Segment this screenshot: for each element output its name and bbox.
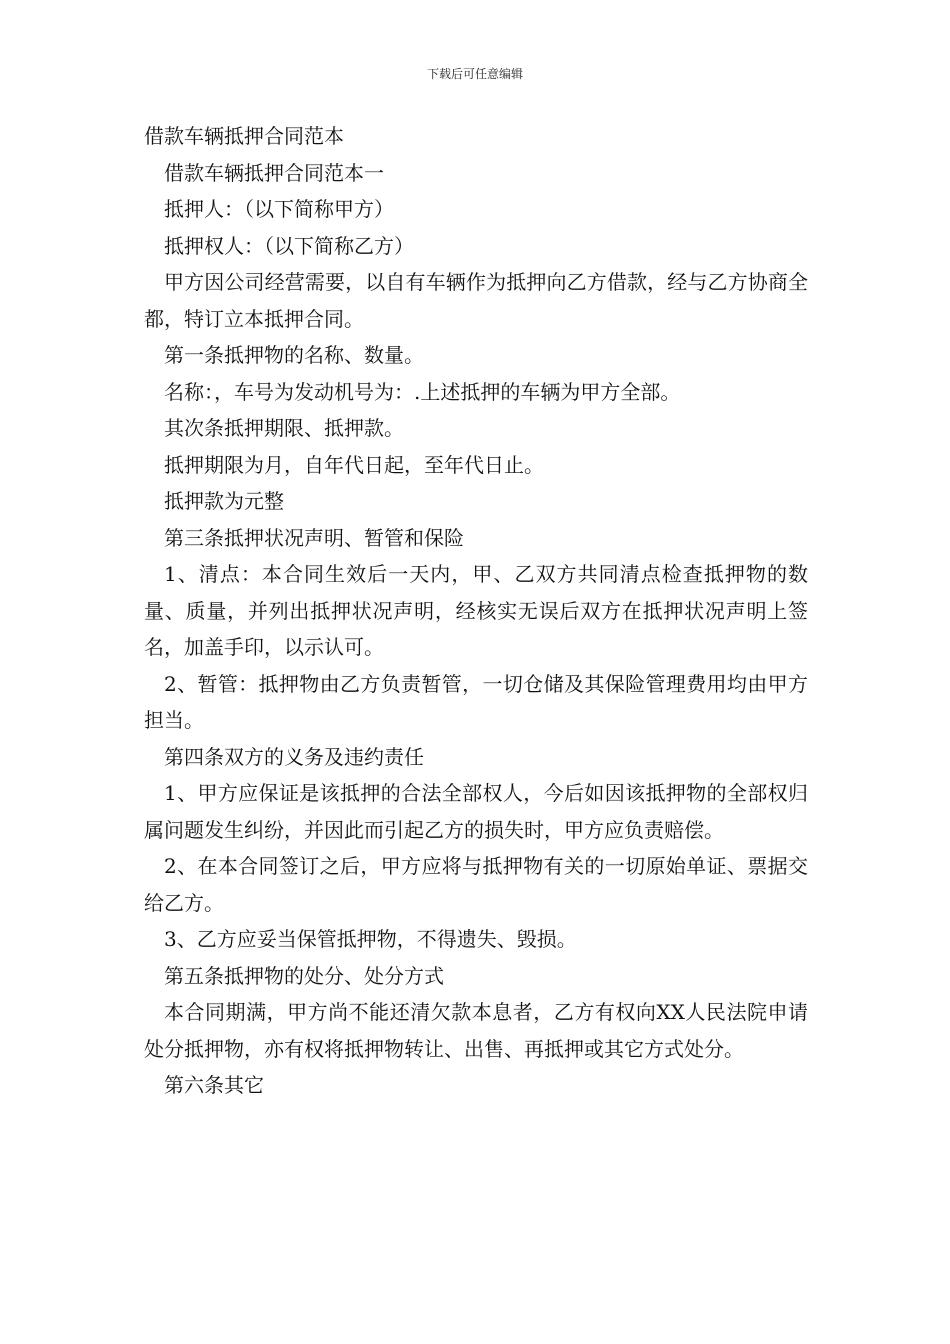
article-1-heading: 第一条抵押物的名称、数量。	[164, 343, 424, 367]
article-4-item-3: 3、乙方应妥当保管抵押物，不得遗失、毁损。	[164, 927, 577, 951]
article-3-item-1: 1、清点：本合同生效后一天内，甲、乙双方共同清点检查抵押物的数量、质量，并列出抵押状况声明，经核实无误后双方在抵押状况声明上签名，加盖手印，以示认可。	[144, 562, 808, 659]
article-6-heading: 第六条其它	[164, 1073, 264, 1097]
document-body	[144, 118, 808, 1104]
article-5-heading: 第五条抵押物的处分、处分方式	[164, 963, 444, 988]
article-4-item-1: 1、甲方应保证是该抵押的合法全部权人，今后如因该抵押物的全部权归属问题发生纠纷，并因此而引起乙方的损失时，甲方应负责赔偿。	[144, 781, 808, 842]
paragraph-mortgagee: 抵押权人：（以下简称乙方）	[164, 233, 414, 258]
article-2-heading: 其次条抵押期限、抵押款。	[164, 416, 404, 440]
article-2-amount: 抵押款为元整	[164, 489, 284, 513]
article-4-item-2: 2、在本合同签订之后，甲方应将与抵押物有关的一切原始单证、票据交给乙方。	[144, 854, 808, 915]
document-title: 借款车辆抵押合同范本	[144, 124, 344, 148]
article-3-item-2: 2、暂管：抵押物由乙方负责暂管，一切仓储及其保险管理费用均由甲方担当。	[144, 671, 808, 732]
paragraph-mortgagor: 抵押人：（以下简称甲方）	[164, 197, 394, 221]
article-5-body: 本合同期满，甲方尚不能还清欠款本息者，乙方有权向XX人民法院申请处分抵押物，亦有权将抵押物转让、出售、再抵押或其它方式处分。	[144, 1000, 808, 1061]
paragraph-preamble: 甲方因公司经营需要，以自有车辆作为抵押向乙方借款，经与乙方协商全都，特订立本抵押合同。	[144, 270, 808, 331]
article-4-heading: 第四条双方的义务及违约责任	[164, 744, 424, 769]
page-header-note: 下载后可任意编辑	[426, 67, 523, 81]
article-2-term: 抵押期限为月，自年代日起，至年代日止。	[164, 452, 544, 477]
article-3-heading: 第三条抵押状况声明、暂管和保险	[164, 525, 464, 550]
paragraph-subtitle: 借款车辆抵押合同范本一	[164, 160, 384, 185]
article-1-body: 名称：，车号为发动机号为：.上述抵押的车辆为甲方全部。	[164, 379, 681, 404]
